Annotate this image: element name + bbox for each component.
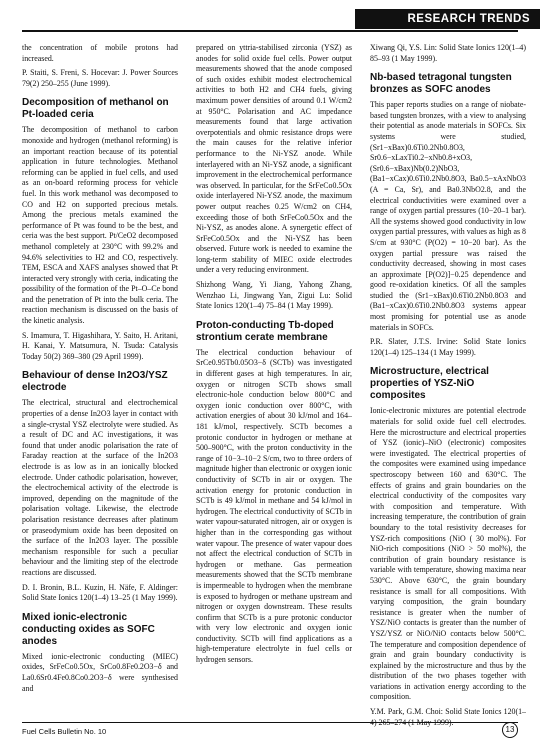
citation: Y.M. Park, G.M. Choi: Solid State Ionics 120(1–	[370, 707, 526, 717]
intro-paragraph: the concentration of mobile protons had increased.	[22, 43, 178, 63]
article-body: This paper reports studies on a range of niobate-based tungsten bronzes, with a view to analysing their potential as anode materials in SOFCs. Six systems were studied, (Sr1−xBax)0.6Ti0.2Nb0.8O3, Sr0.6−xLaxTi0.2−xNb0.8+xO3, (Sr0.6−xBax)Nb(0.2)NbO3, (Ba1−xCax)0.6Ti0.2Nb0.8O3, Ba0.5−xAxNbO3 (A = Ca, Sr), and Ba0.3NbO2.8, and the electrical conductivities were examined over a range of oxygen partial pressures (10−20–1 bar). All the systems showed good conductivity in low oxygen partial pressures, with values as high as 8 S/cm at 930°C (P(O2) = 10−20 bar). As the oxygen partial pressure was raised the conductivity decreased, showing in most cases an approximate [P(O2)]−0.25 dependence and good re-oxidation kinetics. Of all the samples studied the (Sr1−xBax)0.6Ti0.2Nb0.8O3 and (Ba1−xCax)0.6Ti0.2Nb0.8O3 systems appear most promising for potential use as anode materials in SOFCs.	[370, 100, 526, 332]
citation: Shizhong Wang, Yi Jiang, Yahong Zhang, Wenzhao Li, Jingwang Yan, Zigui Lu: Solid State Ionics 120(1–4) 75–84 (1 May 1999).	[196, 280, 352, 311]
footer-rule	[22, 722, 518, 723]
page-number: 13	[502, 722, 518, 738]
section-banner: RESEARCH TRENDS	[355, 9, 540, 29]
article-title: Microstructure, electrical properties of YSZ-NiO composites	[370, 366, 489, 402]
citation: P.R. Slater, J.T.S. Irvine: Solid State Ionics 120(1–4) 125–134 (1 May 1999).	[370, 337, 526, 357]
column-2	[196, 43, 352, 670]
citation: S. Imamura, T. Higashihara, Y. Saito, H. Aritani, H. Kanai, Y. Matsumura, N. Tsuda: Catalysis Today 50(2) 369–380 (29 April 1999).	[22, 330, 178, 361]
citation: P. Staiti, S. Freni, S. Hocevar: J. Power Sources 79(2) 250–255 (June 1999).	[22, 68, 178, 88]
citation: Xiwang Qi, Y.S. Lin: Solid State Ionics 120(1–4) 85–93 (1 May 1999).	[370, 43, 526, 63]
column-3	[370, 43, 526, 735]
article-body: Mixed ionic-electronic conducting (MIEC) oxides, SrFeCo0.5Ox, SrCo0.8Fe0.2O3−δ and La0.6Sr0.4Fe0.8Co0.2O3−δ were synthesised and	[22, 651, 178, 693]
article-title: Behaviour of dense In2O3/YSZ electrode	[22, 370, 168, 394]
footer-journal: Fuel Cells Bulletin No. 10	[22, 727, 107, 736]
column-1	[22, 43, 178, 698]
article-body: The decomposition of methanol to carbon monoxide and hydrogen (methanol reforming) is an important reaction because of its potential application in future technologies. Methanol reforming can be applied in fuel cells, and used as an on-board reforming process for vehicle fuel. In this work methanol was decomposed to CO and H2 on supported precious metals. Among the precious metals examined the performance of Pt was found to be the best, and ceria was the best support. Pt/CeO2 decomposed methanol completely at 230°C with 99.2% and 94.6% selectivities to H2 and CO, respectively. TEM, ESCA and XAFS analyses showed that Pt interacted very strongly with ceria, indicating the possibility of the formation of the Pt–O–Ce bond and the penetration of Pt into the bulk ceria. The reaction mechanism is discussed on the basis of the kinetic analysis.	[22, 125, 178, 326]
article-body-continued: prepared on yttria-stabilised zirconia (YSZ) as anodes for solid oxide fuel cells. Power output measurements showed that the anode composed of such oxides exhibit modest electrochemical activities to both H2 and CH4 fuels, giving maximum power densities of around 0.1 W/cm2 at 950°C. Polarisation and AC impedance measurements found that large activation overpotentials and ohmic resistance drops were the main causes for the relative inferior performance to the Ni-YSZ anode. While interlayered with an Ni-YSZ anode, a significant improvement in the electrochemical performance was observed. In particular, for the SrFeCo0.5Ox oxide interlayered Ni-YSZ anode, the maximum power output reaches 0.25 W/cm2 on CH4, exceeding those of both SrFeCo0.5Ox and the Ni-YSZ, as anodes alone. A synergetic effect of SrFeCo0.5Ox and the Ni-YSZ has been observed. Future work is needed to examine the long-term stability of MIEC oxide electrodes under a very reducing environment.	[196, 43, 352, 275]
article-title: Mixed ionic-electronic conducting oxides as SOFC anodes	[22, 611, 155, 647]
article-title: Decomposition of methanol on Pt-loaded ceria	[22, 97, 169, 121]
article-title: Proton-conducting Tb-doped strontium cerate membrane	[196, 319, 334, 343]
article-title: Nb-based tetragonal tungsten bronzes as SOFC anodes	[370, 72, 512, 96]
citation: D. I. Bronin, B.L. Kuzin, H. Näfe, F. Aldinger: Solid State Ionics 120(1–4) 13–25 (1 May 1999).	[22, 582, 178, 603]
article-body: The electrical, structural and electrochemical properties of a dense In2O3 layer in contact with a single-crystal YSZ electrolyte were studied. As a result of DC and AC investigations, it was found that under anodic polarisation the rate of Faraday reaction at the surface of the In2O3 electrode is as low as in an ionically blocked electrode. Under cathodic polarisation, however, the electrochemical activity of the electrode is improved, depending on the magnitude of the polarisation voltage. Likewise, the electrode polarisation resistance decreases after platinum or praseodymium oxide has been deposited on the surface of the In2O3 layer. The possible mechanism responsible for such a peculiar behaviour and the limiting step of the electrode reactions are discussed.	[22, 398, 178, 577]
article-body: The electrical conduction behaviour of SrCe0.95Tb0.05O3−δ (SCTb) was investigated in different gases at high temperatures. In air, oxygen or nitrogen SCTb shows small electronic-hole conduction below 800°C and oxygen ionic conduction over 800°C, with activation energies of about 30 kJ/mol and 164–181 kJ/mol, respectively. SCTb becomes a protonic conductor in hydrogen or methane at 500–900°C, with the proton conductivity in the range of 10−3–10−2 S/cm, two to three orders of magnitude higher than electronic or oxygen ionic conductivity of SCTb in air or oxygen. The activation energy for protonic conduction in SCTb is 49 kJ/mol in methane and 54 kJ/mol in hydrogen. The electrical conductivity of SCTb in water vapour-saturated nitrogen, air or oxygen is higher than in the corresponding gas without water vapour. The presence of water vapour does not affect the electrical conduction of SCTb in hydrogen or methane. Gas permeation measurements showed that the SCTb membrane is impermeable to hydrogen when the membrane is exposed to hydrogen or methane upstream and nitrogen or oxygen downstream. These results confirm that SCTb is a pure protonic conductor with very low electronic and oxygen ionic conductivity. SCTb will find applications as a high-temperature electrolyte in fuel cells or hydrogen sensors.	[196, 347, 352, 665]
article-body: Ionic-electronic mixtures are potential electrode materials for solid oxide fuel cell electrodes. Here the microstructure and electrical properties of YSZ (ionic)–NiO (electronic) composites were investigated. The electrical properties of the composites were examined using impedance spectroscopy between 160 and 630°C. The effects of grains and grain boundaries on the electrical conductivity of the composites vary with composition and temperature. With increasing temperature, the contribution of grain boundary to the total resistivity decreases for YSZ-rich compositions (NiO ( 30 mol%). For NiO-rich compositions (NiO > 50 mol%), the contribution of grain boundary resistance is variable with temperature, showing maxima near 530°C. Above 630°C, the grain boundary resistance is small for all compositions. With varying composition, the grain boundary resistance is greater when the number of YSZ/NiO contacts is greater than the number of YSZ/YSZ or NiO/NiO contacts below 500°C. The temperature and composition dependence of grain and grain boundary conductivity is explained by the microstructure and thus by the distribution of the two phases together with variations in activation energy according to the composition.	[370, 406, 526, 702]
header-rule	[22, 30, 518, 32]
